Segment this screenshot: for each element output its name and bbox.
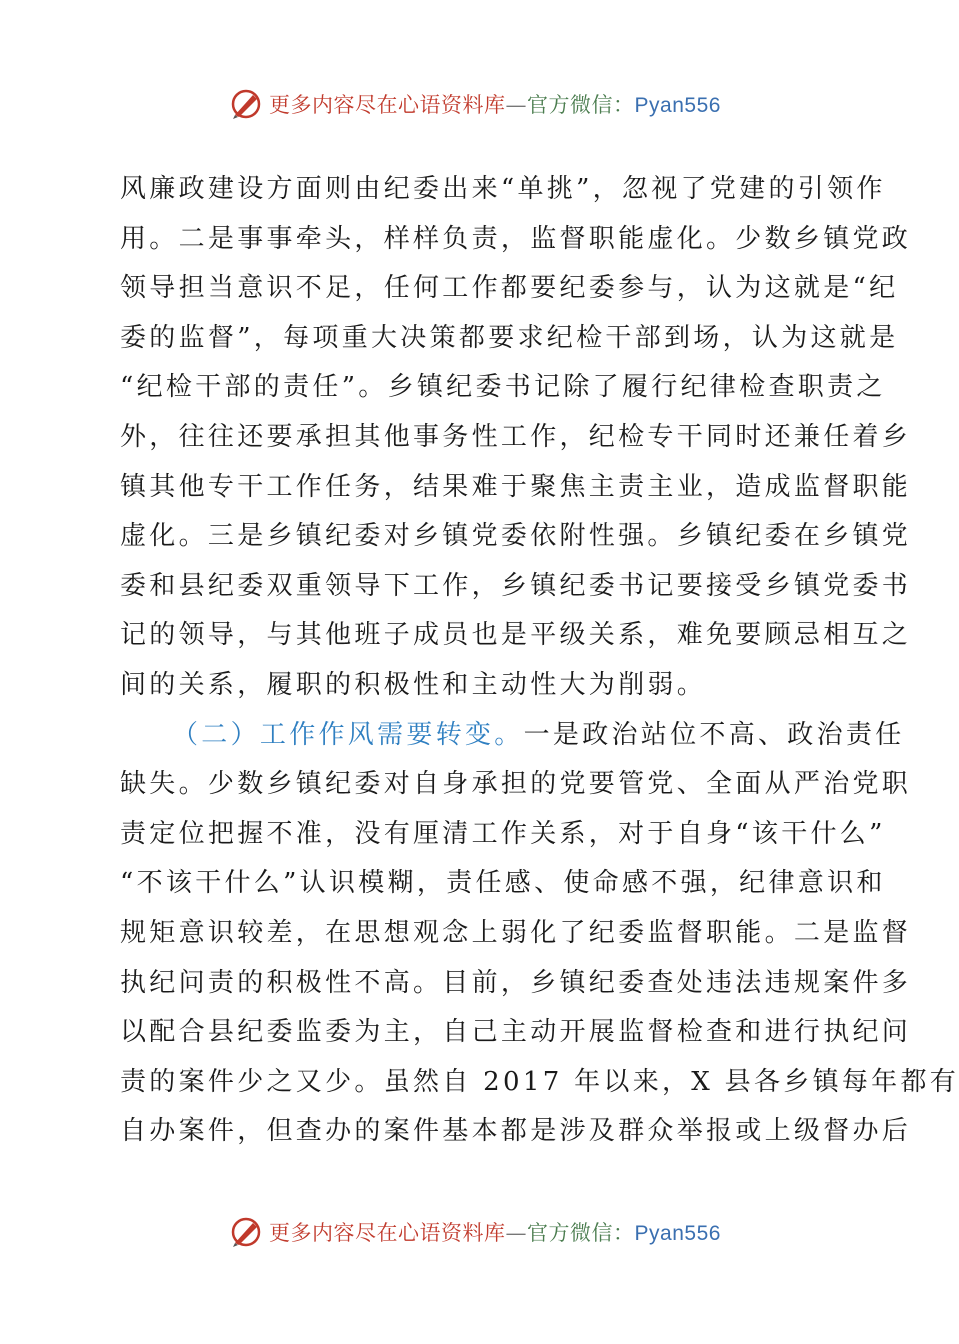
section-heading: （二）工作作风需要转变。 <box>172 719 524 750</box>
text-line: 外，往往还要承担其他事务性工作，纪检专干同时还兼任着乡 <box>120 421 912 452</box>
banner-text <box>269 89 721 119</box>
banner-part2: 官方微信： <box>527 93 635 117</box>
text-line: 规矩意识较差，在思想观念上弱化了纪委监督职能。二是监督 <box>120 917 912 948</box>
text-line: 以配合县纪委监委为主，自己主动开展监督检查和进行执纪问 <box>120 1017 912 1048</box>
text-line: 间的关系，履职的积极性和主动性大为削弱。 <box>120 669 707 700</box>
text-line: 风廉政建设方面则由纪委出来“单挑”，忽视了党建的引领作 <box>120 174 886 204</box>
text-line: “不该干什么”认识模糊，责任感、使命感不强，纪律意识和 <box>120 868 886 899</box>
header-banner <box>0 84 950 124</box>
text-line: 自办案件，但查办的案件基本都是涉及群众举报或上级督办后 <box>120 1116 912 1147</box>
pen-logo-icon <box>229 87 263 121</box>
text-line: 缺失。少数乡镇纪委对自身承担的党要管党、全面从严治党职 <box>120 769 912 800</box>
text-line: 记的领导，与其他班子成员也是平级关系，难免要顾忌相互之 <box>120 620 912 651</box>
banner-part1: 更多内容尽在心语资料库 <box>269 93 506 117</box>
text-line: 用。二是事事牵头，样样负责，监督职能虚化。少数乡镇党政 <box>120 223 912 254</box>
text-line: 执纪问责的积极性不高。目前，乡镇纪委查处违法违规案件多 <box>120 967 912 998</box>
banner-dash: — <box>505 1221 528 1245</box>
banner-wechat-id: Pyan556 <box>634 1222 721 1245</box>
banner-dash: — <box>505 93 528 117</box>
section-heading-line <box>120 711 905 761</box>
text-line: 委的监督”，每项重大决策都要求纪检干部到场，认为这就是 <box>120 322 899 353</box>
document-body <box>120 165 959 1157</box>
banner-part2: 官方微信： <box>527 1221 635 1245</box>
pen-logo-icon <box>229 1215 263 1249</box>
text-line: 镇其他专干工作任务，结果难于聚焦主责主业，造成监督职能 <box>120 471 912 502</box>
banner-part1: 更多内容尽在心语资料库 <box>269 1221 506 1245</box>
text-line: 领导担当意识不足，任何工作都要纪委参与，认为这就是“纪 <box>120 273 899 304</box>
text-line: 责定位把握不准，没有厘清工作关系，对于自身“该干什么” <box>120 818 886 849</box>
banner-text <box>269 1217 721 1247</box>
footer-banner <box>0 1212 950 1252</box>
heading-line-rest: 一是政治站位不高、政治责任 <box>523 719 905 750</box>
text-line: 责的案件少之又少。虽然自 2017 年以来，X 县各乡镇每年都有 <box>120 1066 959 1097</box>
text-line: 虚化。三是乡镇纪委对乡镇党委依附性强。乡镇纪委在乡镇党 <box>120 521 912 552</box>
banner-wechat-id: Pyan556 <box>634 94 721 117</box>
text-line: “纪检干部的责任”。乡镇纪委书记除了履行纪律检查职责之 <box>120 372 886 403</box>
text-line: 委和县纪委双重领导下工作，乡镇纪委书记要接受乡镇党委书 <box>120 570 912 601</box>
